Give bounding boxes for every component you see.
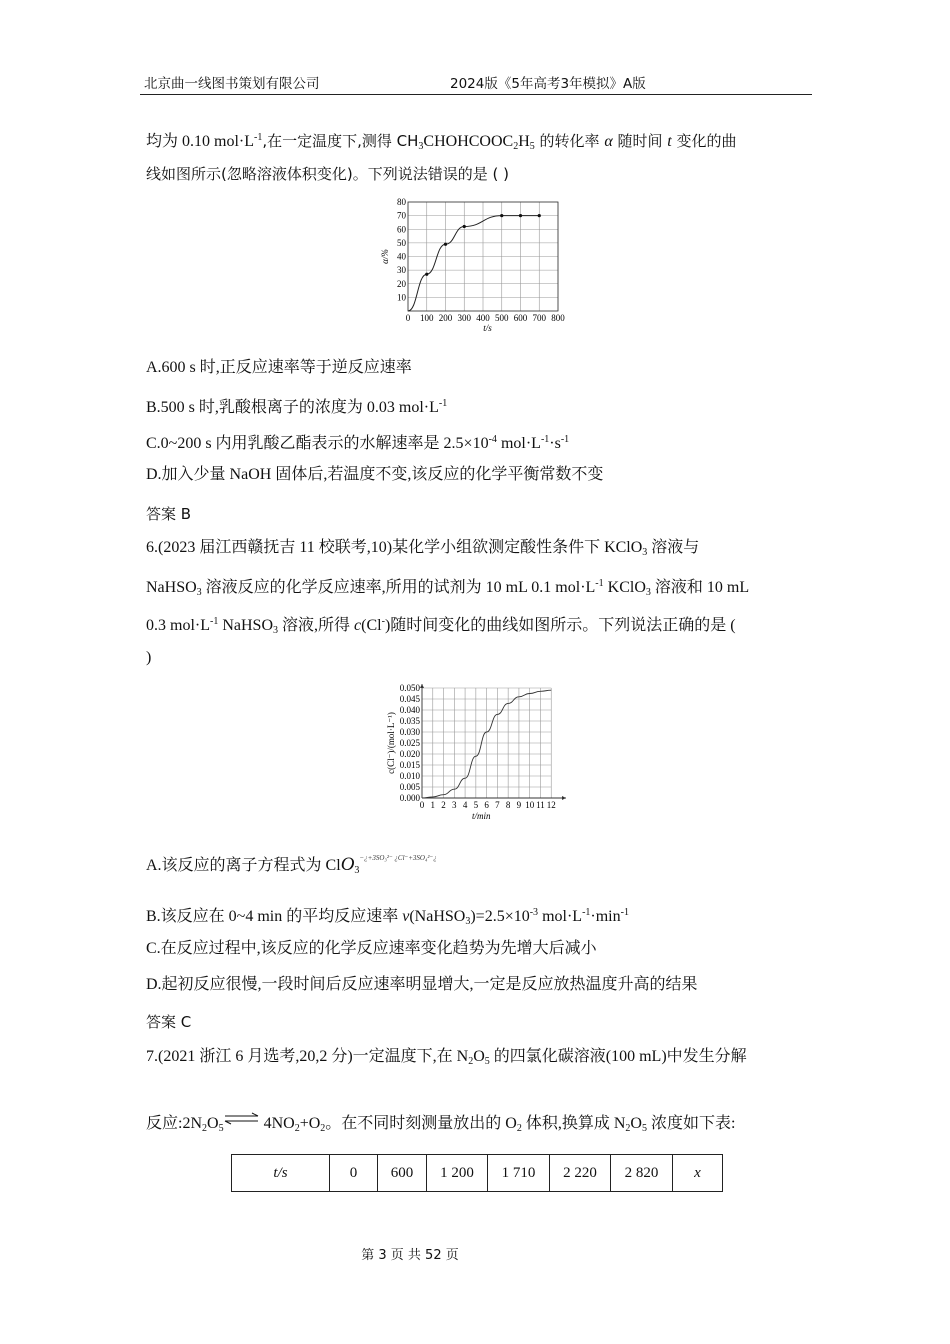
q7-line2: 反应$:2N_2O_5$ $4NO_2+O_2$。在不同时刻测量放出的 $O_2$ 体积,换算成 $N_2O_5$ 浓度如下表: xyxy=(146,1112,735,1139)
q5-option-b: B.500 s 时,乳酸根离子的浓度为 0.03 $mol\cdot L^{-1}$ xyxy=(146,398,448,416)
y-axis-arrow-icon xyxy=(420,684,424,688)
x-tick-label: 700 xyxy=(532,313,546,323)
q5-intro-line1: 均为 0.10 $mol\cdot L^{-1}$,在一定温度下,测得 $CH_3CHOHCOOC_2H_5$ 的转化率 α 随时间 t 变化的曲 xyxy=(146,132,737,152)
q6-option-a: A.该反应的离子方程式为 ClO$_3^{-¿+3SO_3^{2-} ¿Cl^-+3SO_4^{2-}¿}$ xyxy=(146,854,437,876)
x-tick-label: 11 xyxy=(536,800,545,810)
x-tick-label: 200 xyxy=(438,313,453,323)
data-point xyxy=(463,225,466,228)
x-axis-label: t/min xyxy=(471,811,491,821)
table-cell: 0 xyxy=(330,1155,378,1192)
x-tick-label: 5 xyxy=(473,800,479,810)
y-tick-label: 10 xyxy=(397,292,406,303)
q6-option-d: D.起初反应很慢,一段时间后反应速率明显增大,一定是反应放热温度升高的结果 xyxy=(146,976,698,993)
q5-option-d: D.加入少量 NaOH 固体后,若温度不变,该反应的化学平衡常数不变 xyxy=(146,466,604,483)
q5-option-c: C.0~200 s 内用乳酸乙酯表示的水解速率是 $2.5\times 10^{-4}$ $mol\cdot L^{-1}\cdot s^{-1}$ xyxy=(146,434,570,452)
table-cell: 2 820 xyxy=(611,1155,673,1192)
q6-option-c: C.在反应过程中,该反应的化学反应速率变化趋势为先增大后减小 xyxy=(146,940,597,957)
y-tick-label: 0.030 xyxy=(399,727,420,737)
x-tick-label: 100 xyxy=(420,313,434,323)
book-title: 2024版《5年高考3年模拟》A版 xyxy=(450,76,646,92)
x-axis-arrow-icon xyxy=(562,796,566,800)
n2o5-concentration-table xyxy=(231,1154,723,1192)
x-tick-label: 0 xyxy=(405,313,411,323)
y-tick-label: 0.035 xyxy=(399,716,420,726)
q6-line2: NaHSO$_3$ 溶液反应的化学反应速率,所用的试剂为 10 mL 0.1 $mol\cdot L^{-1}$ KClO$_3$ 溶液和 10 mL xyxy=(146,578,750,598)
data-point xyxy=(500,214,503,217)
x-tick-label: 2 xyxy=(441,800,446,810)
x-tick-label: 12 xyxy=(546,800,556,810)
table-cell: 1 710 xyxy=(488,1155,550,1192)
table-cell: 1 200 xyxy=(427,1155,488,1192)
y-tick-label: 0.040 xyxy=(399,705,420,715)
x-tick-label: 8 xyxy=(505,800,511,810)
y-tick-label: 0.020 xyxy=(399,749,420,759)
x-tick-label: 500 xyxy=(495,313,509,323)
table-cell: x xyxy=(673,1155,723,1192)
y-axis-label: c(Cl⁻)/(mol·L⁻¹) xyxy=(386,712,396,774)
x-tick-label: 300 xyxy=(457,313,471,323)
y-axis-label: α/% xyxy=(380,249,390,264)
chloride-concentration-chart xyxy=(382,682,582,822)
y-tick-label: 0.000 xyxy=(399,793,420,803)
table-row xyxy=(232,1155,723,1192)
x-tick-label: 4 xyxy=(462,800,468,810)
x-tick-label: 400 xyxy=(476,313,490,323)
y-tick-label: 0.005 xyxy=(399,782,420,792)
data-point xyxy=(444,243,447,246)
page-footer: 第 3 页 共 52 页 xyxy=(361,1248,459,1263)
q6-answer: 答案 C xyxy=(146,1013,192,1031)
y-tick-label: 80 xyxy=(397,197,406,207)
q5-answer: 答案 B xyxy=(146,505,192,523)
q5-option-a: A.600 s 时,正反应速率等于逆反应速率 xyxy=(146,359,412,376)
table-cell: 2 220 xyxy=(550,1155,611,1192)
x-tick-label: 6 xyxy=(484,800,489,810)
table-cell: 600 xyxy=(378,1155,427,1192)
table-cell: t/s xyxy=(232,1155,330,1192)
q6-line4: ) xyxy=(146,649,152,666)
y-tick-label: 0.015 xyxy=(399,760,420,770)
conversion-rate-chart xyxy=(370,192,580,332)
data-point xyxy=(538,214,541,217)
y-tick-label: 40 xyxy=(397,251,406,262)
y-tick-label: 0.010 xyxy=(399,771,420,781)
publisher-name: 北京曲一线图书策划有限公司 xyxy=(144,76,320,92)
data-point xyxy=(519,214,522,217)
x-axis-label: t/s xyxy=(483,323,492,332)
data-point xyxy=(425,273,428,276)
y-tick-label: 70 xyxy=(397,210,406,221)
q5-intro-line2: 线如图所示(忽略溶液体积变化)。下列说法错误的是 ( ) xyxy=(146,165,509,183)
y-tick-label: 60 xyxy=(397,224,406,235)
x-tick-label: 3 xyxy=(452,800,457,810)
q6-line1: 6.(2023 届江西赣抚吉 11 校联考,10)某化学小组欲测定酸性条件下 KClO$_3$ 溶液与 xyxy=(146,539,700,558)
x-tick-label: 0 xyxy=(419,800,425,810)
equilibrium-arrow-icon xyxy=(224,1112,260,1126)
x-tick-label: 800 xyxy=(551,313,565,323)
y-tick-label: 0.025 xyxy=(399,738,420,748)
x-tick-label: 7 xyxy=(495,800,500,810)
y-tick-label: 0.045 xyxy=(399,694,420,704)
x-tick-label: 10 xyxy=(525,800,535,810)
x-tick-label: 600 xyxy=(513,313,528,323)
y-tick-label: 20 xyxy=(397,278,406,289)
y-tick-label: 50 xyxy=(397,237,406,248)
y-tick-label: 30 xyxy=(397,265,406,276)
q6-option-b: B.该反应在 0~4 min 的平均反应速率 $v(NaHSO_3)=2.5\times 10^{-3}$ $mol\cdot L^{-1}\cdot\min^{-1}$ xyxy=(146,907,629,927)
x-tick-label: 9 xyxy=(516,800,522,810)
x-tick-label: 1 xyxy=(430,800,436,810)
q6-line3: 0.3 $mol\cdot L^{-1}$ NaHSO$_3$ 溶液,所得 c(Cl-)随时间变化的曲线如图所示。下列说法正确的是 ( xyxy=(146,616,736,636)
series-line xyxy=(408,216,539,311)
q7-line1: 7.(2021 浙江 6 月选考,20,2 分)一定温度下,在 $N_2O_5$ 的四氯化碳溶液(100 mL)中发生分解 xyxy=(146,1048,747,1067)
page-header xyxy=(140,72,812,95)
y-tick-label: 0.050 xyxy=(399,683,420,693)
